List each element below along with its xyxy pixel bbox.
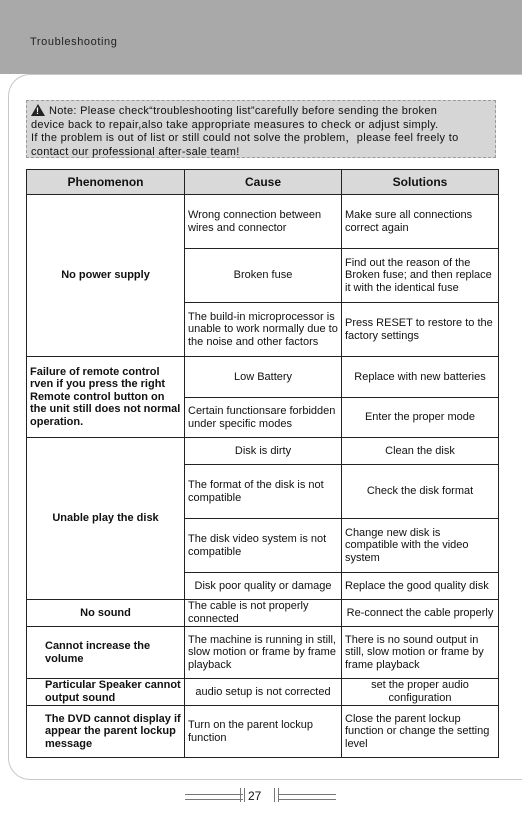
phenomenon-cell: Cannot increase the volume: [27, 627, 185, 679]
header-cause: Cause: [185, 170, 342, 195]
cause-cell: The build-in microprocessor is unable to work normally due to the noise and other factors: [185, 303, 342, 357]
troubleshooting-table: [26, 169, 499, 758]
cause-cell: Disk is dirty: [185, 438, 342, 465]
cause-cell: Certain functionsare forbidden under specific modes: [185, 398, 342, 438]
note-box: [26, 100, 496, 158]
header-phenomenon: Phenomenon: [27, 170, 185, 195]
phenomenon-cell: Unable play the disk: [27, 438, 185, 600]
footer-rule-left: [185, 794, 243, 800]
cause-cell: The machine is running in still, slow motion or frame by frame playback: [185, 627, 342, 679]
page-header: [0, 0, 522, 74]
table-row: [27, 357, 499, 398]
table-row: [27, 438, 499, 465]
cause-cell: Turn on the parent lockup function: [185, 706, 342, 758]
note-line-3: If the problem is out of list or still could not solve the problem，please feel freely to: [31, 132, 459, 145]
solution-cell: Replace with new batteries: [342, 357, 499, 398]
page-footer: [0, 780, 522, 810]
phenomenon-cell: No sound: [27, 600, 185, 627]
cause-cell: The disk video system is not compatible: [185, 519, 342, 573]
note-line-2: device back to repair,also take appropriate measures to check or adjust simply.: [31, 118, 439, 131]
cause-cell: Wrong connection between wires and connector: [185, 195, 342, 249]
footer-rule-right: [278, 794, 336, 800]
footer-tick-left: [240, 788, 245, 802]
solution-cell: Enter the proper mode: [342, 398, 499, 438]
solution-cell: Make sure all connections correct again: [342, 195, 499, 249]
solution-cell: Find out the reason of the Broken fuse; and then replace it with the identical fuse: [342, 249, 499, 303]
table-row: [27, 706, 499, 758]
table-row: [27, 627, 499, 679]
solution-cell: Re-connect the cable properly: [342, 600, 499, 627]
solution-cell: Replace the good quality disk: [342, 573, 499, 600]
cause-cell: The format of the disk is not compatible: [185, 465, 342, 519]
phenomenon-cell: Failure of remote control rven if you press the right Remote control button on the unit still does not normal operation.: [27, 357, 185, 438]
phenomenon-cell: No power supply: [27, 195, 185, 357]
warning-icon: [31, 104, 45, 116]
cause-cell: audio setup is not corrected: [185, 679, 342, 706]
solution-cell: Clean the disk: [342, 438, 499, 465]
note-line-4: contact our professional after-sale team!: [31, 145, 240, 158]
solution-cell: Change new disk is compatible with the video system: [342, 519, 499, 573]
cause-cell: Broken fuse: [185, 249, 342, 303]
table-row: [27, 679, 499, 706]
page-number: 27: [248, 789, 262, 803]
section-title: Troubleshooting: [30, 36, 118, 48]
solution-cell: Check the disk format: [342, 465, 499, 519]
phenomenon-cell: Particular Speaker cannot output sound: [27, 679, 185, 706]
cause-cell: The cable is not properly connected: [185, 600, 342, 627]
table-row: [27, 600, 499, 627]
solution-cell: set the proper audio configuration: [342, 679, 499, 706]
cause-cell: Low Battery: [185, 357, 342, 398]
header-solutions: Solutions: [342, 170, 499, 195]
table-row: [27, 195, 499, 249]
table-header-row: [27, 170, 499, 195]
cause-cell: Disk poor quality or damage: [185, 573, 342, 600]
solution-cell: Press RESET to restore to the factory settings: [342, 303, 499, 357]
note-line-1: !Note: Please check“troubleshooting list”carefully before sending the broken: [31, 104, 491, 119]
solution-cell: Close the parent lockup function or change the setting level: [342, 706, 499, 758]
solution-cell: There is no sound output in still, slow motion or frame by frame playback: [342, 627, 499, 679]
phenomenon-cell: The DVD cannot display if appear the parent lockup message: [27, 706, 185, 758]
